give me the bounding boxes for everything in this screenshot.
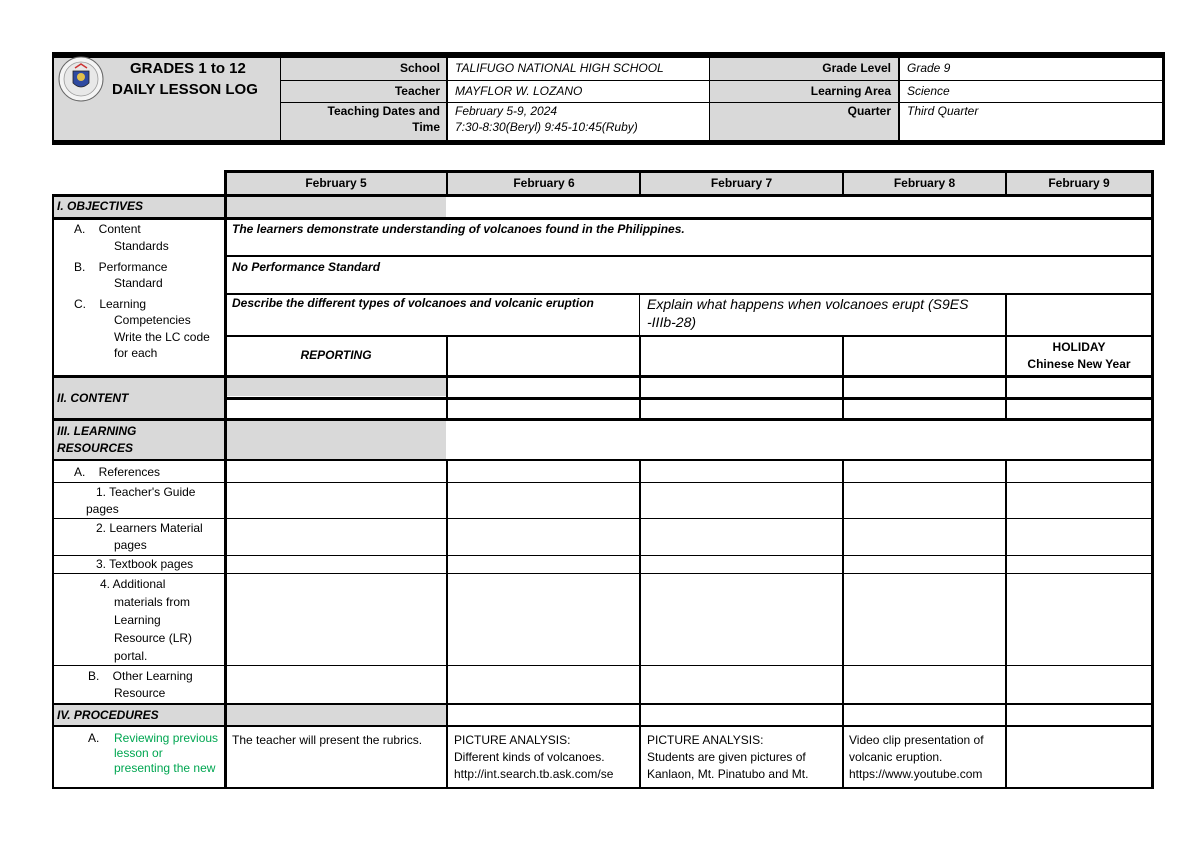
additional-label-5: portal. (114, 649, 148, 663)
other-resource-label-2: Resource (114, 686, 166, 700)
dates-label-1: Teaching Dates and (327, 104, 440, 118)
content-standards-text: The learners demonstrate understanding of volcanoes found in the Philippines. (232, 222, 685, 236)
procedure-a-day2-line2: Different kinds of volcanoes. (454, 750, 605, 764)
performance-text: No Performance Standard (232, 260, 381, 274)
additional-label-2: materials from (114, 595, 191, 609)
procedure-a-letter: A. (88, 731, 100, 745)
additional-label-1: 4. Additional (100, 577, 166, 591)
title-line2: DAILY LESSON LOG (112, 81, 258, 98)
dates-value-1: February 5-9, 2024 (455, 104, 558, 118)
quarter-value: Third Quarter (907, 104, 979, 118)
procedure-a-label-2: lesson or (114, 746, 163, 760)
competencies-label-1: C. Learning (74, 297, 147, 311)
title-line1: GRADES 1 to 12 (130, 60, 246, 77)
deped-seal-icon (58, 56, 104, 102)
holiday-label: HOLIDAY (1052, 340, 1106, 354)
content-standards-label-2: Standards (114, 239, 169, 253)
procedure-a-day2-line1: PICTURE ANALYSIS: (454, 733, 571, 747)
teacher-value: MAYFLOR W. LOZANO (455, 84, 583, 98)
performance-label-2: Standard (114, 276, 163, 290)
additional-label-3: Learning (114, 613, 161, 627)
day-header-4: February 8 (893, 176, 956, 190)
procedure-a-label-3: presenting the new (114, 761, 216, 775)
school-value: TALIFUGO NATIONAL HIGH SCHOOL (455, 61, 664, 75)
procedure-a-label-1: Reviewing previous (114, 731, 219, 745)
competencies-label-3: Write the LC code (114, 330, 210, 344)
other-resource-label-1: B. Other Learning (88, 669, 193, 683)
objectives-heading: I. OBJECTIVES (57, 199, 144, 213)
day-header-3: February 7 (710, 176, 773, 190)
learners-material-label-1: 2. Learners Material (96, 521, 203, 535)
procedure-a-day4-line2: volcanic eruption. (849, 750, 943, 764)
resources-heading-2: RESOURCES (57, 441, 134, 455)
performance-label-1: B. Performance (74, 260, 168, 274)
teachers-guide-label-1: 1. Teacher's Guide (96, 485, 196, 499)
procedures-heading: IV. PROCEDURES (57, 708, 159, 722)
area-label: Learning Area (810, 84, 891, 98)
grade-value: Grade 9 (907, 61, 951, 75)
holiday-name: Chinese New Year (1027, 357, 1131, 371)
procedure-a-day3-line1: PICTURE ANALYSIS: (647, 733, 764, 747)
day-header-2: February 6 (513, 176, 575, 190)
reporting-label: REPORTING (300, 348, 372, 362)
area-value: Science (907, 84, 950, 98)
procedure-a-day3-line2: Students are given pictures of (647, 750, 806, 764)
school-label: School (399, 61, 440, 75)
competencies-label-4: for each (114, 346, 158, 360)
content-heading: II. CONTENT (57, 391, 129, 405)
day-header-5: February 9 (1048, 176, 1110, 190)
procedure-a-day3-line3: Kanlaon, Mt. Pinatubo and Mt. (647, 767, 809, 781)
competency-text-1: Describe the different types of volcanoes and volcanic eruption (232, 296, 594, 310)
quarter-label: Quarter (847, 104, 891, 118)
procedure-a-day1: The teacher will present the rubrics. (232, 733, 423, 747)
resources-heading-1: III. LEARNING (57, 424, 137, 438)
additional-label-4: Resource (LR) (114, 631, 193, 645)
procedure-a-day4-link[interactable]: https://www.youtube.com (849, 767, 983, 781)
textbook-label: 3. Textbook pages (96, 557, 194, 571)
competency-text-2b: -IIIb-28) (647, 314, 697, 330)
references-label: A. References (74, 465, 161, 479)
day-header-1: February 5 (305, 176, 367, 190)
teacher-label: Teacher (394, 84, 440, 98)
teachers-guide-label-2: pages (86, 502, 119, 516)
competency-text-2a: Explain what happens when volcanoes erupt (S9ES (647, 296, 969, 312)
dates-value-2: 7:30-8:30(Beryl) 9:45-10:45(Ruby) (455, 120, 638, 134)
competencies-label-2: Competencies (114, 313, 191, 327)
dates-label-2: Time (412, 120, 440, 134)
grade-label: Grade Level (822, 61, 891, 75)
procedure-a-day2-link[interactable]: http://int.search.tb.ask.com/se (454, 767, 614, 781)
learners-material-label-2: pages (114, 538, 147, 552)
procedure-a-day4-line1: Video clip presentation of (849, 733, 984, 747)
content-standards-label-1: A. Content (74, 222, 141, 236)
